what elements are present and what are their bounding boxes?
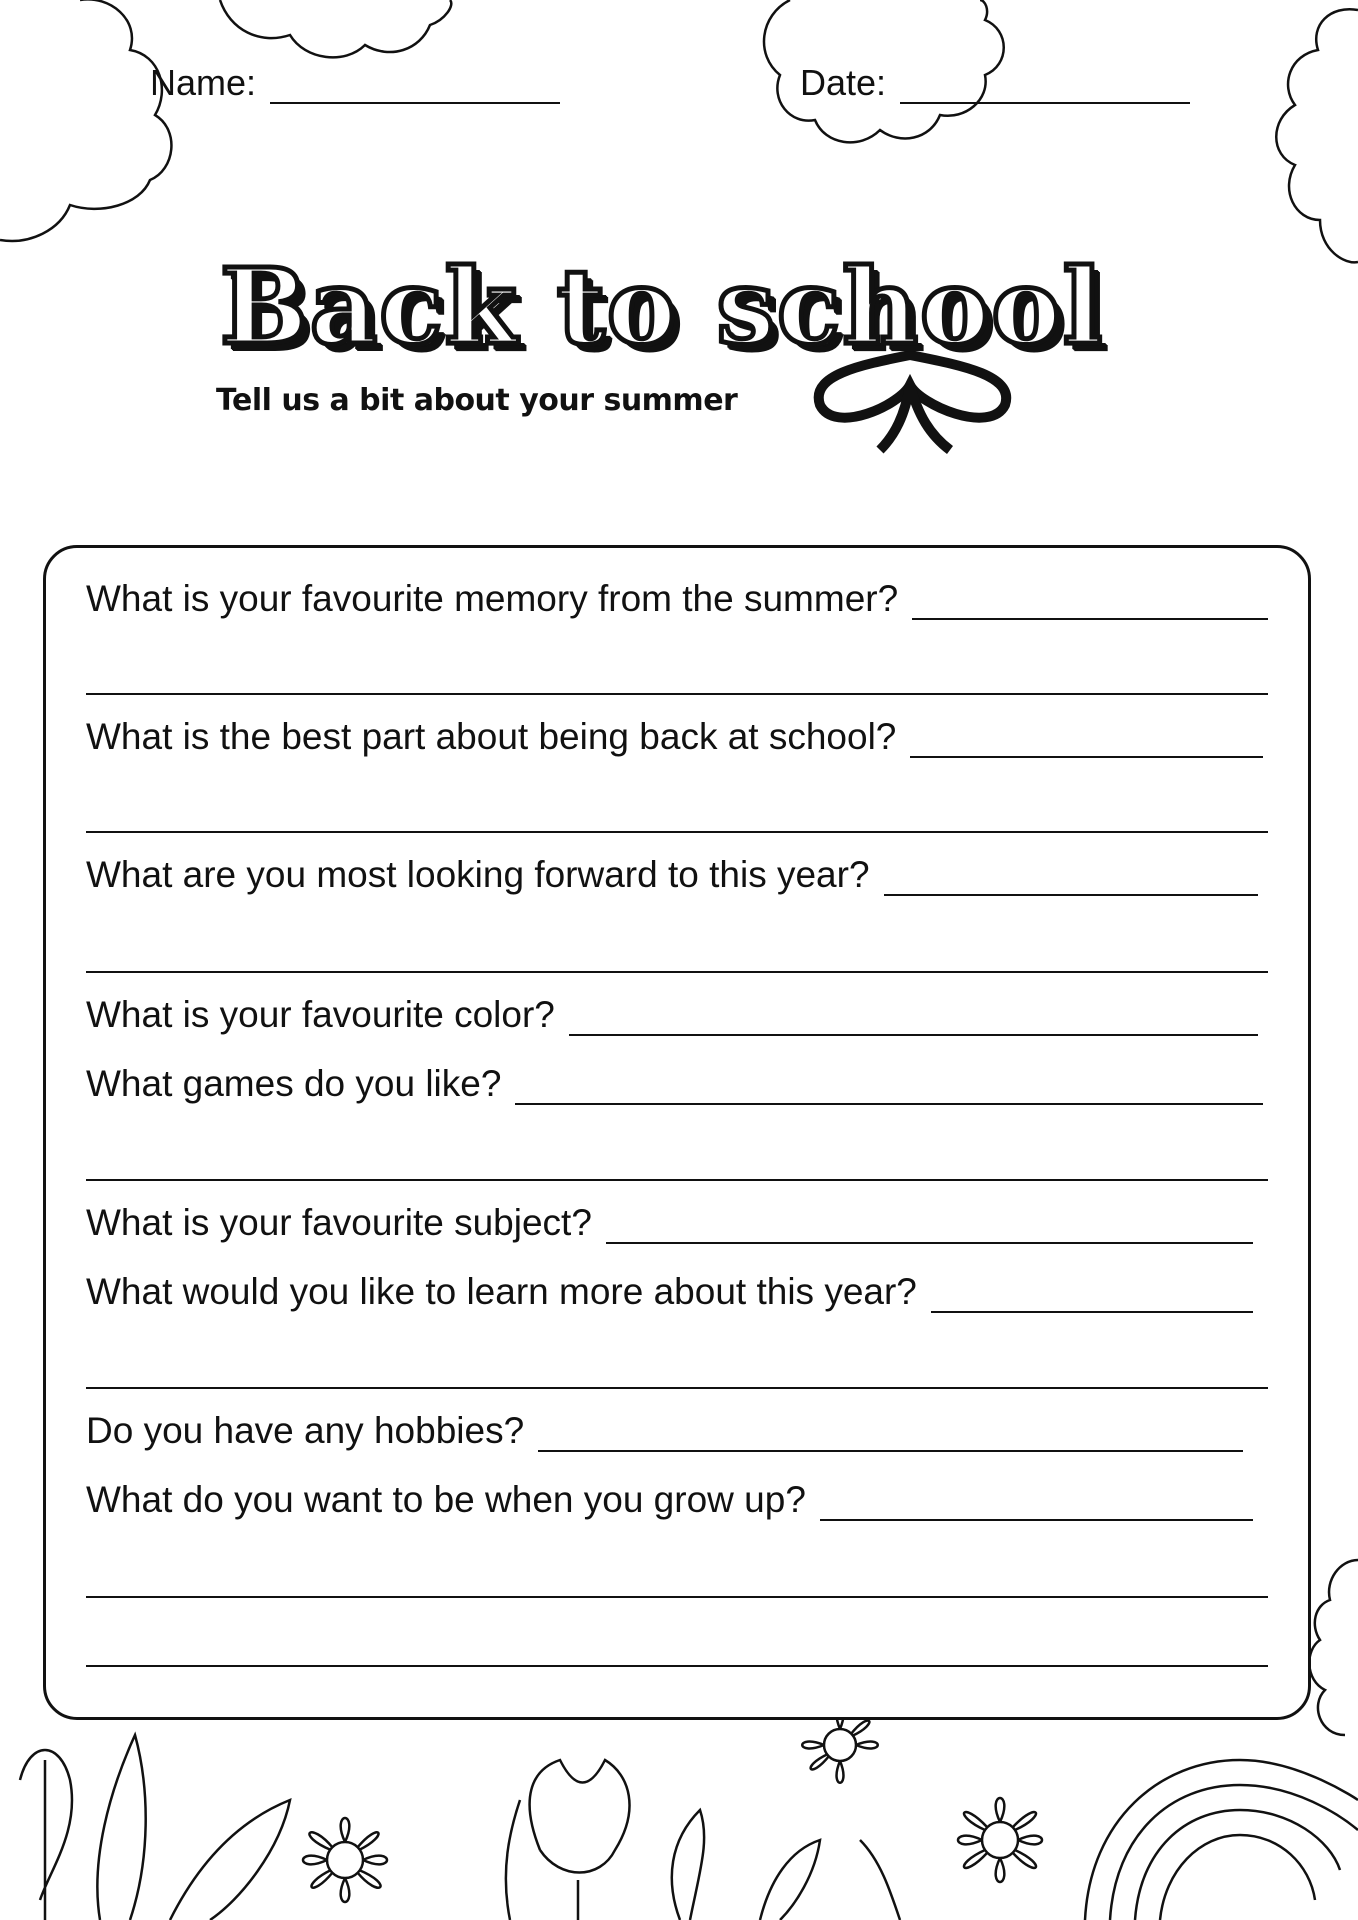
question-label: What is the best part about being back at school?: [86, 716, 897, 757]
question-row: [86, 1063, 1263, 1105]
name-field: [150, 62, 560, 104]
question-row: [86, 1202, 1253, 1244]
answer-line[interactable]: [86, 831, 1268, 833]
date-field: [800, 62, 1190, 104]
answer-line[interactable]: [86, 693, 1268, 695]
leaf-left-icon: [20, 1750, 72, 1920]
question-row: [86, 1410, 1243, 1452]
answer-line[interactable]: [515, 1073, 1263, 1105]
question-row: [86, 1271, 1253, 1313]
answer-line[interactable]: [86, 1665, 1268, 1667]
cloud-top-center-icon: [220, 0, 451, 57]
leaf-left-2-icon: [97, 1735, 145, 1920]
question-label: What is your favourite memory from the summer?: [86, 578, 899, 619]
answer-line[interactable]: [538, 1420, 1243, 1452]
question-label: What are you most looking forward to this year?: [86, 854, 870, 895]
question-label: What would you like to learn more about this year?: [86, 1271, 917, 1312]
answer-line[interactable]: [606, 1212, 1253, 1244]
question-row: [86, 716, 1263, 758]
name-blank-line[interactable]: [270, 64, 560, 104]
answer-line[interactable]: [931, 1281, 1253, 1313]
date-blank-line[interactable]: [900, 64, 1190, 104]
question-label: What is your favourite subject?: [86, 1202, 592, 1243]
name-label: Name:: [150, 62, 257, 103]
cloud-right-lower-icon: [1309, 1560, 1358, 1735]
question-label: What games do you like?: [86, 1063, 502, 1104]
leaf-left-3-icon: [170, 1800, 290, 1920]
question-label: What do you want to be when you grow up?: [86, 1479, 806, 1520]
question-label: Do you have any hobbies?: [86, 1410, 525, 1451]
answer-line[interactable]: [910, 726, 1263, 758]
answer-line[interactable]: [86, 1179, 1268, 1181]
worksheet-subtitle: Tell us a bit about your summer: [216, 383, 738, 418]
question-row: [86, 994, 1258, 1036]
question-row: [86, 1479, 1253, 1521]
question-row: [86, 854, 1258, 896]
leaf-middle-icon: [506, 1800, 704, 1920]
answer-line[interactable]: [569, 1004, 1258, 1036]
answer-line[interactable]: [820, 1489, 1253, 1521]
date-label: Date:: [800, 62, 887, 103]
worksheet-title: Back to school: [220, 245, 1105, 368]
flower-3-icon: [958, 1798, 1042, 1882]
questions-card: [43, 545, 1311, 1720]
flower-1-icon: [303, 1818, 387, 1902]
tulip-icon: [530, 1760, 630, 1920]
answer-line[interactable]: [86, 1596, 1268, 1598]
rainbow-icon: [1085, 1760, 1358, 1920]
leaf-right-icon: [760, 1840, 900, 1920]
cloud-top-left-icon: [0, 0, 171, 241]
answer-line[interactable]: [86, 971, 1268, 973]
question-row: [86, 578, 1268, 620]
answer-line[interactable]: [86, 1387, 1268, 1389]
answer-line[interactable]: [884, 864, 1258, 896]
cloud-right-edge-icon: [1276, 9, 1358, 262]
question-label: What is your favourite color?: [86, 994, 555, 1035]
title-block: [210, 205, 1170, 475]
answer-line[interactable]: [912, 588, 1268, 620]
